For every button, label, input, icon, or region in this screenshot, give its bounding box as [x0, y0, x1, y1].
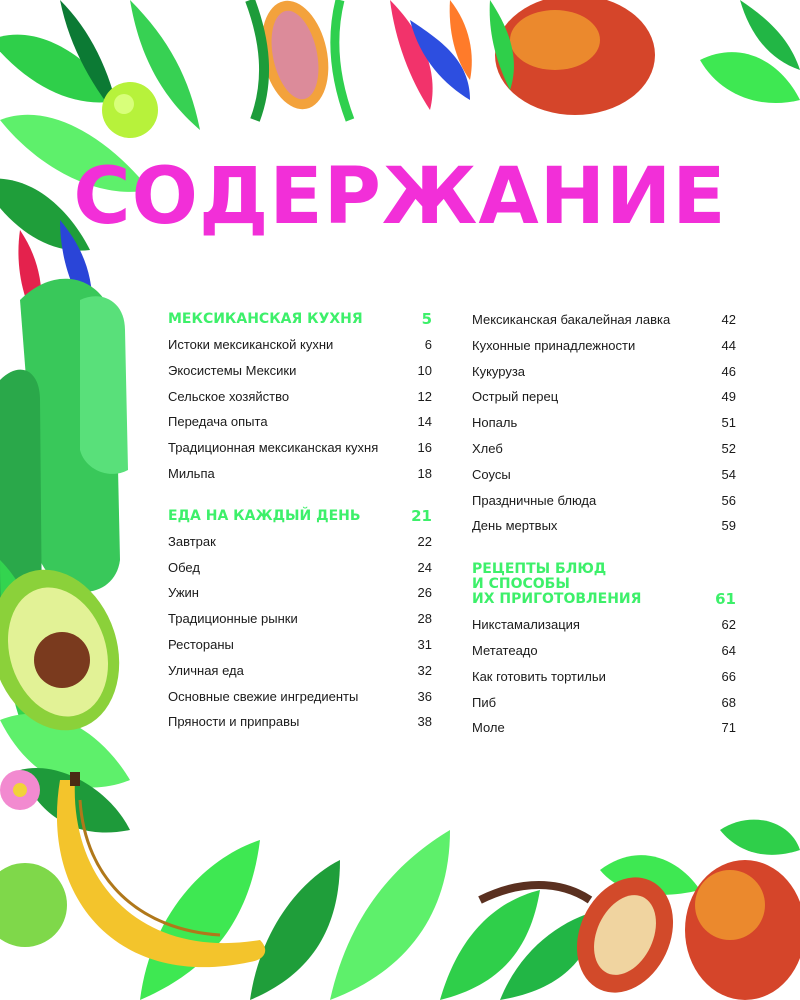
toc-section — [472, 312, 736, 544]
toc-entry[interactable] — [168, 689, 432, 715]
section-heading-page: 21 — [411, 506, 432, 525]
toc-entry-page: 28 — [417, 611, 432, 627]
toc-section — [168, 312, 432, 492]
toc-entry-page: 24 — [417, 559, 432, 575]
toc-entry-label: Праздничные блюда — [472, 492, 597, 508]
toc-entry-page: 51 — [721, 415, 736, 431]
toc-entry[interactable] — [168, 637, 432, 663]
toc-entry-page: 22 — [417, 533, 432, 549]
toc-left-column — [168, 312, 432, 757]
toc-entry[interactable] — [472, 312, 736, 338]
toc-entry-page: 12 — [417, 388, 432, 404]
toc-section — [472, 562, 736, 746]
flower-icon — [0, 770, 40, 810]
toc-entry[interactable] — [472, 669, 736, 695]
toc-entry-page: 32 — [417, 662, 432, 678]
toc-entry-label: Ужин — [168, 585, 199, 601]
toc-entry-page: 16 — [417, 440, 432, 456]
toc-entry[interactable] — [472, 338, 736, 364]
toc-entry-label: Соусы — [472, 466, 511, 482]
toc-entry-page: 18 — [417, 465, 432, 481]
toc-entry-label: Рестораны — [168, 636, 234, 652]
toc-entry[interactable] — [472, 695, 736, 721]
toc-entry-label: Хлеб — [472, 440, 503, 456]
toc-entry[interactable] — [168, 585, 432, 611]
toc-entry[interactable] — [168, 714, 432, 740]
toc-entry-label: Мильпа — [168, 465, 215, 481]
toc-entry-page: 31 — [417, 636, 432, 652]
section-heading-label: МЕКСИКАНСКАЯ КУХНЯ — [168, 311, 363, 327]
toc-entry-page: 59 — [721, 518, 736, 534]
toc-entry[interactable] — [472, 493, 736, 519]
toc-entry-page: 49 — [721, 389, 736, 405]
toc-entry-label: Экосистемы Мексики — [168, 362, 297, 378]
toc-entry[interactable] — [168, 611, 432, 637]
toc-entry-label: Традиционные рынки — [168, 611, 298, 627]
toc-entry-page: 56 — [721, 492, 736, 508]
toc-entry-label: Никстамализация — [472, 617, 580, 633]
toc-entry-label: Обед — [168, 559, 200, 575]
toc-entry-page: 68 — [721, 694, 736, 710]
toc-entry-label: Кукуруза — [472, 363, 526, 379]
toc-entry-page: 66 — [721, 668, 736, 684]
toc-entry-label: Уличная еда — [168, 662, 244, 678]
leaf-icon — [390, 0, 472, 110]
section-heading-line: РЕЦЕПТЫ БЛЮД — [472, 561, 607, 578]
section-heading[interactable] — [168, 506, 432, 525]
toc-entry[interactable] — [168, 363, 432, 389]
toc-entry[interactable] — [472, 617, 736, 643]
toc-entry[interactable] — [472, 643, 736, 669]
lime-icon — [0, 863, 67, 947]
toc-entry-label: День мертвых — [472, 518, 558, 534]
toc-entry-label: Моле — [472, 720, 505, 736]
toc-entry-page: 54 — [721, 466, 736, 482]
toc-entry[interactable] — [472, 364, 736, 390]
page-title: СОДЕРЖАНИЕ — [73, 152, 727, 242]
toc-entry[interactable] — [472, 389, 736, 415]
toc-entry-page: 10 — [417, 362, 432, 378]
section-heading-line: ИХ ПРИГОТОВЛЕНИЯ — [472, 591, 642, 608]
lime-icon — [102, 82, 158, 138]
toc-entry-label: Пряности и приправы — [168, 714, 300, 730]
toc-entry-label: Пиб — [472, 694, 497, 710]
toc-entry[interactable] — [168, 560, 432, 586]
toc-entry-page: 6 — [424, 337, 432, 352]
toc-entry-page: 38 — [417, 714, 432, 730]
toc-entry-label: Острый перец — [472, 389, 559, 405]
corn-icon — [250, 0, 350, 120]
toc-entry[interactable] — [472, 441, 736, 467]
toc-entry-label: Нопаль — [472, 415, 518, 431]
toc-entry-page: 42 — [721, 312, 736, 327]
section-heading-label: ЕДА НА КАЖДЫЙ ДЕНЬ — [168, 507, 361, 524]
toc-entry-label: Передача опыта — [168, 414, 268, 430]
toc-entry-page: 44 — [721, 337, 736, 353]
toc-entry[interactable] — [168, 466, 432, 492]
toc-entry-page: 52 — [721, 440, 736, 456]
section-heading[interactable] — [168, 312, 432, 327]
toc-entry[interactable] — [472, 518, 736, 544]
toc-entry[interactable] — [472, 415, 736, 441]
leaf-icon — [700, 0, 800, 103]
toc-entry-label: Традиционная мексиканская кухня — [168, 440, 379, 456]
toc-entry-label: Завтрак — [168, 533, 216, 549]
toc-entry[interactable] — [168, 414, 432, 440]
toc-entry-label: Сельское хозяйство — [168, 388, 290, 404]
section-heading-line: И СПОСОБЫ — [472, 576, 570, 593]
toc-entry-page: 46 — [721, 363, 736, 379]
toc-entry-page: 62 — [721, 617, 736, 633]
toc-entry-label: Мексиканская бакалейная лавка — [472, 312, 671, 327]
toc-entry-label: Основные свежие ингредиенты — [168, 688, 359, 704]
toc-entry-page: 26 — [417, 585, 432, 601]
toc-entry-page: 64 — [721, 642, 736, 658]
toc-entry[interactable] — [472, 467, 736, 493]
toc-entry-label: Кухонные принадлежности — [472, 337, 636, 353]
toc-entry[interactable] — [472, 720, 736, 746]
toc-entry-page: 71 — [721, 720, 736, 736]
toc-entry[interactable] — [168, 663, 432, 689]
toc-entry[interactable] — [168, 534, 432, 560]
toc-entry-label: Как готовить тортильи — [472, 668, 606, 684]
section-heading[interactable] — [472, 562, 736, 607]
toc-entry[interactable] — [168, 440, 432, 466]
toc-entry-page: 14 — [417, 414, 432, 430]
section-heading-label — [472, 562, 641, 607]
toc-entry[interactable] — [168, 337, 432, 363]
section-heading-page: 61 — [715, 590, 736, 609]
toc-section — [168, 506, 432, 740]
toc-entry-page: 36 — [417, 688, 432, 704]
section-heading-page: 5 — [421, 310, 432, 328]
mango-icon — [685, 860, 800, 1000]
toc-entry-label: Истоки мексиканской кухни — [168, 337, 334, 352]
toc-right-column — [472, 312, 736, 763]
toc-entry-label: Метатеадо — [472, 642, 538, 658]
mango-icon — [490, 0, 655, 115]
toc-entry[interactable] — [168, 389, 432, 415]
